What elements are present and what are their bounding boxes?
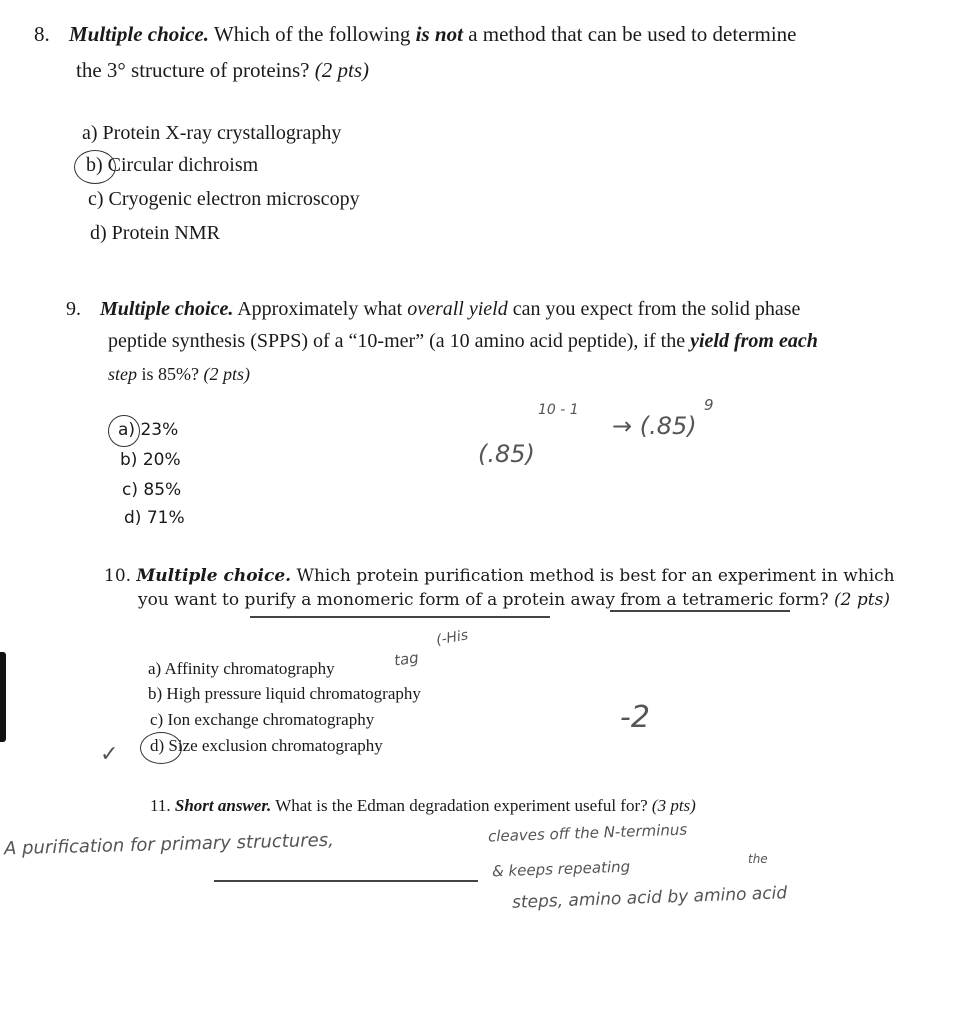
q9-text-c: peptide synthesis (SPPS) of a “10-mer” (a 10 amino acid peptide), if the xyxy=(108,330,686,352)
q11-answer-line3: steps, amino acid by amino acid xyxy=(511,883,788,913)
q10-underline-1 xyxy=(250,616,550,618)
q10-note-his: (-His xyxy=(434,627,470,649)
q11-number: 11. xyxy=(150,796,171,815)
q11-answer-underline xyxy=(214,880,478,882)
q9-stem-line3 xyxy=(108,364,250,385)
q10-option-a: a) Affinity chromatography xyxy=(148,659,335,678)
q9-answer-circle xyxy=(108,415,140,447)
q9-option-d: d) 71% xyxy=(124,508,185,528)
q9-emphasis-c: step xyxy=(108,364,137,384)
q9-option-c: c) 85% xyxy=(122,480,182,500)
q9-option-b: b) 20% xyxy=(120,450,181,470)
q8-text-c: the 3° structure of proteins? xyxy=(76,58,310,82)
q10-text-a: Which protein purification method is best for an experiment in which xyxy=(296,566,895,586)
q10-points: (2 pts) xyxy=(834,590,890,610)
q8-emphasis: is not xyxy=(415,22,463,46)
q10-option-d: d) Size exclusion chromatography xyxy=(150,736,383,755)
q10-number: 10. xyxy=(104,566,132,586)
q9-stem-line1 xyxy=(66,298,800,321)
q10-stem-line1 xyxy=(104,566,895,586)
page-edge-mark xyxy=(0,652,6,742)
q11-text: What is the Edman degradation experiment useful for? xyxy=(275,796,648,815)
q11-answer-line1b: cleaves off the N-terminus xyxy=(487,820,688,846)
q10-underline-2 xyxy=(610,610,790,612)
q8-text-a: Which of the following xyxy=(213,22,411,46)
q9-text-d: is 85%? xyxy=(141,364,199,384)
q9-work-result: → (.85) xyxy=(612,412,697,440)
q8-option-a: a) Protein X-ray crystallography xyxy=(82,122,342,144)
q9-stem-line2 xyxy=(108,330,818,353)
q11-answer-line2b: the xyxy=(748,852,768,866)
q11-stem xyxy=(150,796,696,816)
q11-answer-line2a: & keeps repeating xyxy=(491,857,631,881)
q8-stem-line2 xyxy=(76,58,369,83)
q9-emphasis-b: yield from each xyxy=(690,330,818,352)
q10-stem-line2 xyxy=(138,590,890,610)
q9-points: (2 pts) xyxy=(203,364,250,384)
q8-text-b: a method that can be used to determine xyxy=(468,22,797,46)
q9-text-a: Approximately what xyxy=(237,298,403,320)
q8-option-b: b) Circular dichroism xyxy=(86,154,259,176)
q8-stem-line1 xyxy=(34,22,797,47)
q11-answer-line1a: A purification for primary structures, xyxy=(3,829,335,860)
q9-text-b: can you expect from the solid phase xyxy=(512,298,801,320)
q8-option-c: c) Cryogenic electron microscopy xyxy=(88,188,360,210)
q11-type-label: Short answer. xyxy=(174,796,272,815)
q8-number: 8. xyxy=(34,22,50,46)
q9-work-exponent-2: 9 xyxy=(704,396,714,414)
q9-number: 9. xyxy=(66,298,81,320)
q10-note-tag: tag xyxy=(392,648,420,670)
q10-answer-circle xyxy=(140,732,182,764)
q9-work-exponent: 10 - 1 xyxy=(538,402,579,418)
q10-option-b: b) High pressure liquid chromatography xyxy=(148,684,421,703)
q9-emphasis-a: overall yield xyxy=(407,298,508,320)
q9-option-a: a) 23% xyxy=(118,420,179,440)
q10-check-mark: ✓ xyxy=(100,742,119,767)
q9-type-label: Multiple choice. xyxy=(100,298,234,320)
q10-option-c: c) Ion exchange chromatography xyxy=(150,710,375,729)
q10-type-label: Multiple choice. xyxy=(136,566,292,586)
q8-points: (2 pts) xyxy=(314,58,369,82)
q8-option-d: d) Protein NMR xyxy=(90,222,220,244)
q10-score: -2 xyxy=(620,700,650,735)
q10-text-b: you want to purify a monomeric form of a protein away from a tetrameric form? xyxy=(138,590,829,610)
q11-points: (3 pts) xyxy=(651,796,696,815)
q9-work-base: (.85) xyxy=(478,440,535,468)
q8-answer-circle xyxy=(74,150,116,184)
q8-type-label: Multiple choice. xyxy=(69,22,209,46)
